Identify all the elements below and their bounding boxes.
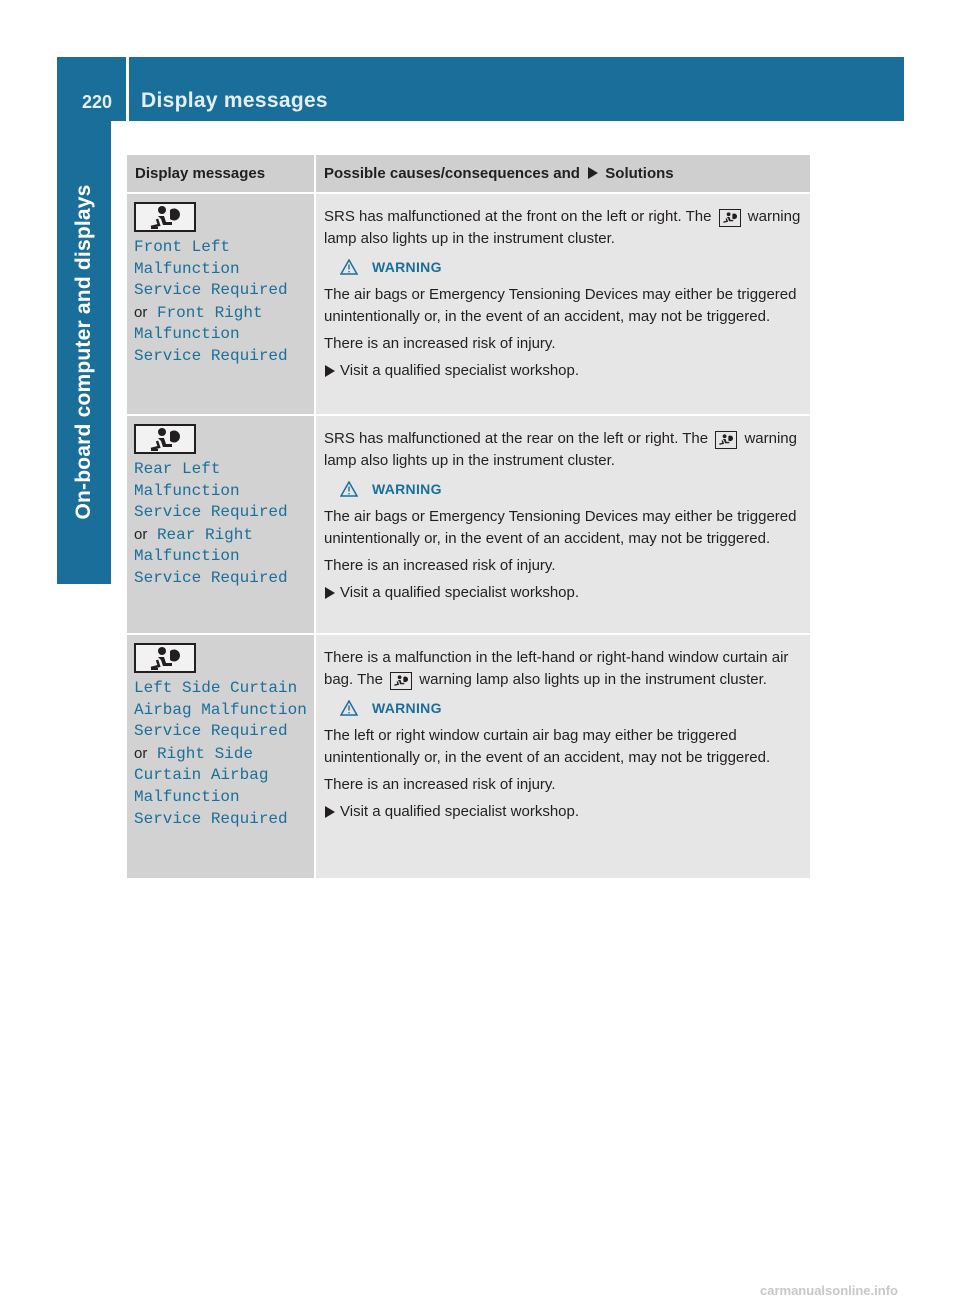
or-label: or [134,525,148,543]
column-header-solutions-suffix: Solutions [605,165,674,182]
warning-heading [340,478,802,500]
intro-paragraph [324,206,802,250]
solution-cell [314,194,810,414]
message-line-part: Rear Right [156,525,253,544]
intro-text: SRS has malfunctioned at the front on the left or right. The [324,208,712,225]
display-message-text [134,237,314,368]
airbag-warning-lamp-icon [719,209,741,227]
message-line: Malfunction [134,481,240,500]
airbag-warning-lamp-icon [134,202,196,232]
message-line: Malfunction [134,547,240,566]
page-title: Display messages [141,89,328,112]
intro-text: warning lamp also lights up in the instrument cluster. [324,430,797,469]
warning-text: The air bags or Emergency Tensioning Devices may either be triggered unintentionally or, in the event of an accident, may not be triggered. [324,286,797,325]
airbag-warning-lamp-icon [390,672,412,690]
arrow-right-icon [587,167,599,179]
message-line-part: Front Right [156,303,263,322]
intro-text: There is a malfunction in the left-hand or right-hand window curtain air bag. The [324,649,789,688]
airbag-warning-lamp-icon [715,431,737,449]
message-line [134,524,314,547]
action-text: Visit a qualified specialist workshop. [340,362,580,379]
message-cell [127,416,314,633]
action-text: Visit a qualified specialist workshop. [340,803,580,820]
message-line [134,302,314,325]
warning-label: WARNING [372,481,442,497]
arrow-right-icon [324,587,335,599]
message-line: Front Left [134,238,231,256]
message-line: Rear Left [134,460,221,478]
intro-text: SRS has malfunctioned at the rear on the left or right. The [324,430,709,447]
message-line: Service Required [134,281,288,300]
header-divider [126,57,129,121]
message-line: Malfunction [134,259,240,278]
table-row [127,635,810,880]
footer-watermark-url[interactable]: carmanualsonline.info [760,1283,898,1298]
solution-cell [314,635,810,878]
warning-text: The air bags or Emergency Tensioning Devices may either be triggered unintentionally or, in the event of an accident, may not be triggered. [324,508,797,547]
message-line: Left Side Curtain [134,679,298,697]
action-step [324,360,802,382]
message-line: Curtain Airbag [134,766,269,785]
warning-text: The left or right window curtain air bag may either be triggered unintentionally or, in the event of an accident, may not be triggered. [324,727,771,766]
message-line: Service Required [134,503,288,522]
or-label: or [134,303,148,321]
action-step [324,582,802,604]
display-messages-table [127,155,810,880]
risk-text: There is an increased risk of injury. [324,335,556,352]
intro-paragraph [324,647,802,691]
message-line: Airbag Malfunction [134,700,307,719]
action-text: Visit a qualified specialist workshop. [340,584,580,601]
risk-text: There is an increased risk of injury. [324,557,556,574]
arrow-right-icon [324,365,335,377]
warning-heading [340,697,802,719]
message-line [134,743,314,766]
page-number: 220 [82,92,113,112]
warning-triangle-icon [340,700,358,716]
message-cell [127,194,314,414]
risk-text: There is an increased risk of injury. [324,776,556,793]
airbag-warning-lamp-icon [134,424,196,454]
message-line: Service Required [134,722,288,741]
message-line-part: Right Side [156,744,253,763]
intro-text: warning lamp also lights up in the instrument cluster. [419,671,767,688]
intro-paragraph [324,428,802,472]
table-header [127,155,810,194]
section-side-tab-label: On-board computer and displays [72,184,95,520]
column-header-messages: Display messages [135,165,266,182]
arrow-right-icon [324,806,335,818]
warning-label: WARNING [372,259,442,275]
message-line: Malfunction [134,787,240,806]
solution-cell [314,416,810,633]
display-message-text [134,459,314,590]
warning-heading [340,256,802,278]
warning-triangle-icon [340,481,358,497]
action-step [324,801,802,823]
message-line: Service Required [134,346,288,365]
warning-label: WARNING [372,700,442,716]
warning-triangle-icon [340,259,358,275]
airbag-warning-lamp-icon [134,643,196,673]
column-header-solutions-prefix: Possible causes/consequences and [324,165,580,182]
column-header-solutions [314,155,810,192]
table-row [127,416,810,635]
message-line: Service Required [134,809,288,828]
message-cell [127,635,314,878]
table-row [127,194,810,416]
or-label: or [134,744,148,762]
message-line: Service Required [134,568,288,587]
display-message-text [134,678,314,830]
message-line: Malfunction [134,325,240,344]
intro-text: warning lamp also lights up in the instrument cluster. [324,208,801,247]
